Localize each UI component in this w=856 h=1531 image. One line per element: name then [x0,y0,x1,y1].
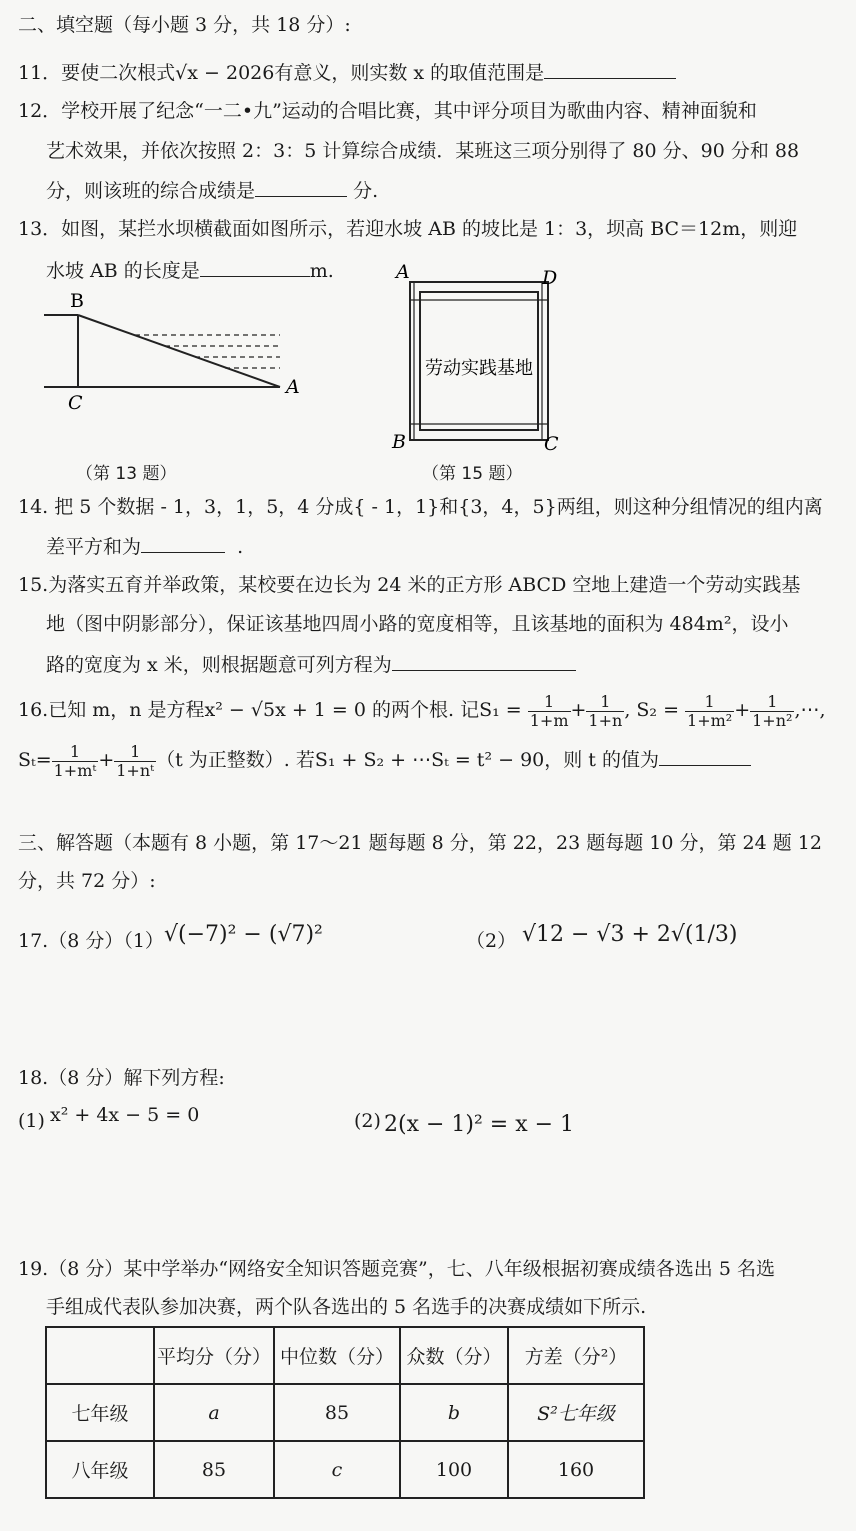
question-12-line-1: 12．学校开展了纪念“一二•九”运动的合唱比赛，其中评分项目为歌曲内容、精神面貌和 [18,100,757,122]
section-3-header-line-1: 三、解答题（本题有 8 小题，第 17～21 题每题 8 分，第 22，23 题每题 10 分，第 24 题 12 [18,832,822,854]
table-header-cell [46,1327,154,1384]
table-cell: 七年级 [46,1384,154,1441]
table-header-cell: 众数（分） [400,1327,508,1384]
fraction-st-term2: $\frac{1}{\text{1+nᵗ}}$ [116,741,155,780]
table-row [46,1441,644,1498]
question-19-line-2: 手组成代表队参加决赛，两个队各选出的 5 名选手的决赛成绩如下所示. [46,1296,647,1318]
question-19-line-1: 19.（8 分）某中学举办“网络安全知识答题竞赛”，七、八年级根据初赛成绩各选出 5 名选 [18,1258,775,1280]
question-12-line-3 [46,176,378,204]
question-14-line-1: 14. 把 5 个数据 - 1，3，1，5，4 分成{ - 1，1}和{3，4，5}两组，则这种分组情况的组内离 [18,496,823,518]
table-header-cell: 平均分（分） [154,1327,274,1384]
question-11 [18,58,676,86]
question-13-line-1: 13．如图，某拦水坝横截面如图所示，若迎水坡 AB 的坡比是 1：3，坝高 BC＝12m，则迎 [18,218,798,240]
table-cell: 85 [154,1441,274,1498]
fraction-s2-term2: $\frac{1}{\text{1+n²}}$ [752,691,793,730]
plus-sign: + [734,699,751,721]
question-17-expression-2: √12 − √3 + 2√(1/3) [522,922,738,947]
answer-blank-11[interactable] [544,58,676,79]
question-12-line-2: 艺术效果，并依次按照 2：3：5 计算综合成绩．某班这三项分别得了 80 分、90 分和 88 [46,140,800,162]
table-cell: 100 [400,1441,508,1498]
fraction-st-term1: $\frac{1}{\text{1+mᵗ}}$ [53,741,97,780]
question-13-text-a: 水坡 AB 的长度是 [46,260,200,282]
question-16-st-label: Sₜ= [18,749,52,771]
table-cell: 85 [274,1384,400,1441]
question-16-line-2 [18,740,751,780]
section-2-header: 二、填空题（每小题 3 分，共 18 分）: [18,14,351,36]
question-15-line-2: 地（图中阴影部分），保证该基地四周小路的宽度相等，且该基地的面积为 484m²，设小 [46,613,789,635]
question-16-text-b: （t 为正整数）. 若S₁ + S₂ + ⋯Sₜ = t² − 90，则 t 的值为 [156,749,659,771]
question-16-text-a: 16.已知 m，n 是方程x² − √5x + 1 = 0 的两个根. 记S₁ = [18,699,522,721]
figure-13-dam-diagram [40,285,310,420]
question-18-label: 18.（8 分）解下列方程: [18,1067,225,1089]
s2-label: , S₂ = [624,699,679,721]
fraction-s1-term2: $\frac{1}{1+n}$ [588,691,623,730]
table-cell: a [154,1384,274,1441]
table-header-cell: 方差（分²） [508,1327,644,1384]
question-12-text-a: 分，则该班的综合成绩是 [46,180,256,202]
answer-blank-12[interactable] [255,176,347,197]
question-14-text-b: . [237,536,244,558]
figure-13-label-b: B [70,290,84,312]
question-13-line-2 [46,256,334,284]
question-17-part-2-label: （2） [466,930,517,952]
figure-15-caption: （第 15 题） [422,464,523,484]
answer-blank-14[interactable] [141,532,225,553]
table-cell: c [274,1441,400,1498]
section-3-header-line-2: 分，共 72 分）: [18,870,156,892]
answer-blank-16[interactable] [659,745,751,766]
fraction-s1-term1: $\frac{1}{1+m}$ [529,691,569,730]
question-14-line-2 [46,532,243,560]
figure-15-center-text: 劳动实践基地 [425,358,533,379]
question-18-expression-1: x² + 4x − 5 = 0 [50,1104,200,1126]
table-cell: 160 [508,1441,644,1498]
answer-blank-13[interactable] [200,256,310,277]
ellipsis: ,⋯, [794,699,826,721]
question-15-text: 路的宽度为 x 米，则根据题意可列方程为 [46,654,392,676]
question-18-expression-2: 2(x − 1)² = x − 1 [384,1112,575,1137]
question-16-line-1 [18,690,826,730]
question-12-text-b: 分. [353,180,379,202]
plus-sign: + [98,749,115,771]
table-cell: S²七年级 [508,1384,644,1441]
table-row [46,1384,644,1441]
fraction-s2-term1: $\frac{1}{\text{1+m²}}$ [687,691,733,730]
figure-13-label-c: C [68,392,83,414]
table-cell: b [400,1384,508,1441]
figure-15-label-c: C [544,433,559,455]
figure-13-label-a: A [286,376,300,398]
table-cell: 八年级 [46,1441,154,1498]
question-17-expression-1: √(−7)² − (√7)² [164,922,323,947]
question-17-label: 17.（8 分）（1） [18,930,164,952]
score-table [45,1326,645,1499]
question-18-part-1-label: (1) [18,1110,45,1132]
figure-15-label-b: B [392,431,406,453]
question-18-part-2-label: (2) [354,1110,381,1132]
question-14-text-a: 差平方和为 [46,536,142,558]
table-header-cell: 中位数（分） [274,1327,400,1384]
figure-13-caption: （第 13 题） [76,464,177,484]
figure-15-label-d: D [542,267,558,289]
question-15-line-1: 15.为落实五育并举政策，某校要在边长为 24 米的正方形 ABCD 空地上建造一个劳动实践基 [18,574,801,596]
plus-sign: + [570,699,587,721]
question-13-text-b: m. [309,260,334,282]
question-11-text: 11．要使二次根式√x − 2026有意义，则实数 x 的取值范围是 [18,62,545,84]
table-header-row [46,1327,644,1384]
question-15-line-3 [46,650,576,678]
answer-blank-15[interactable] [392,650,576,671]
figure-15-square-diagram [390,262,570,457]
figure-15-label-a: A [396,262,410,283]
